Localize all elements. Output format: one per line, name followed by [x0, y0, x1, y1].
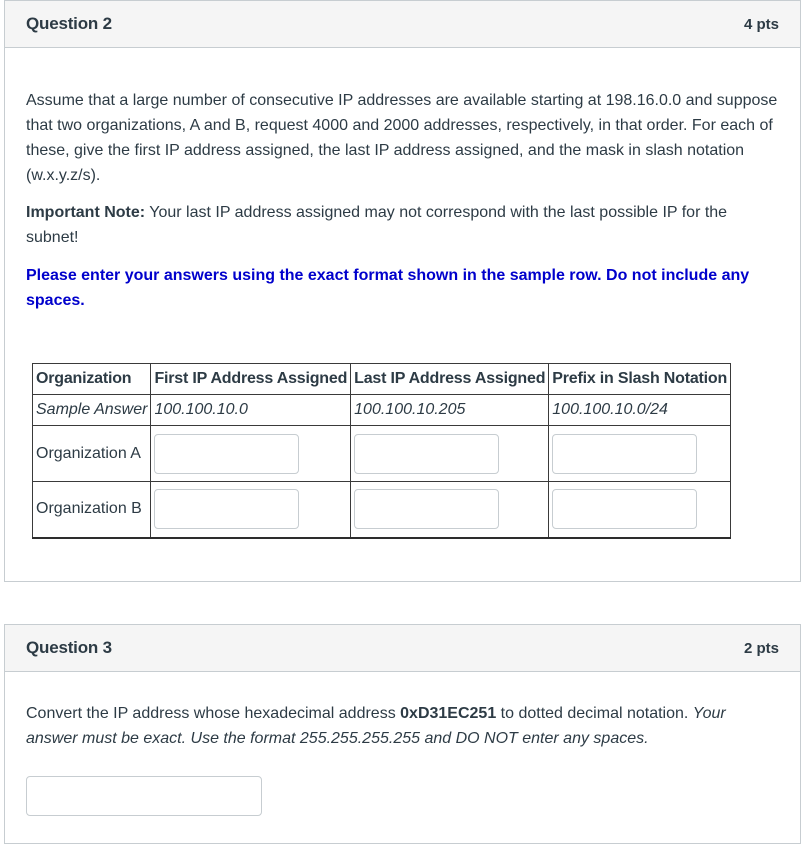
row-label-org-b: Organization B — [33, 482, 151, 538]
header-organization: Organization — [33, 364, 151, 395]
format-instruction: Your answer must be exact. Use the format 255.255.255.255 and DO NOT enter any spaces. — [26, 705, 726, 747]
table-row — [33, 482, 731, 538]
question-2-card — [4, 0, 801, 582]
org-a-first-ip-input[interactable] — [154, 434, 299, 474]
question-body — [5, 48, 800, 313]
table-header-row — [33, 364, 731, 395]
question-text: Assume that a large number of consecutive IP addresses are available starting at 198.16.0.0 and suppose that two organizations, A and B, request 4000 and 2000 addresses, respectively, in that order. For each of these, give the first IP address assigned, the last IP address assigned, and the mask in slash notation (w.x.y.z/s). — [26, 92, 778, 184]
sample-row — [33, 395, 731, 426]
answer-table — [32, 363, 731, 539]
question-header — [5, 1, 800, 48]
question-3-card — [4, 624, 801, 844]
org-b-first-ip-input[interactable] — [154, 489, 299, 529]
org-a-last-ip-input[interactable] — [354, 434, 499, 474]
note-label: Important Note: — [26, 204, 146, 221]
org-b-prefix-input[interactable] — [552, 489, 697, 529]
row-label-org-a: Organization A — [33, 426, 151, 482]
sample-label: Sample Answer — [33, 395, 151, 426]
format-instruction: Please enter your answers using the exact format shown in the sample row. Do not include any spaces. — [26, 267, 750, 309]
question-points: 4 pts — [743, 15, 779, 33]
org-b-last-ip-input[interactable] — [354, 489, 499, 529]
important-note — [26, 200, 779, 250]
note-text: Your last IP address assigned may not correspond with the last possible IP for the subnet! — [26, 204, 728, 246]
question-header — [5, 625, 800, 672]
question-title: Question 2 — [26, 14, 112, 33]
header-prefix: Prefix in Slash Notation — [549, 364, 731, 395]
header-first-ip: First IP Address Assigned — [151, 364, 351, 395]
question-title: Question 3 — [26, 638, 112, 657]
question-body — [5, 672, 800, 816]
text-after: to dotted decimal notation. — [496, 705, 693, 722]
sample-prefix: 100.100.10.0/24 — [549, 395, 731, 426]
question-points: 2 pts — [743, 639, 779, 657]
header-last-ip: Last IP Address Assigned — [351, 364, 549, 395]
question-text — [26, 701, 779, 751]
text-before: Convert the IP address whose hexadecimal address — [26, 705, 401, 722]
table-row — [33, 426, 731, 482]
sample-last-ip: 100.100.10.205 — [351, 395, 549, 426]
sample-first-ip: 100.100.10.0 — [151, 395, 351, 426]
org-a-prefix-input[interactable] — [552, 434, 697, 474]
hex-address: 0xD31EC251 — [400, 705, 497, 722]
dotted-decimal-answer-input[interactable] — [26, 776, 262, 816]
